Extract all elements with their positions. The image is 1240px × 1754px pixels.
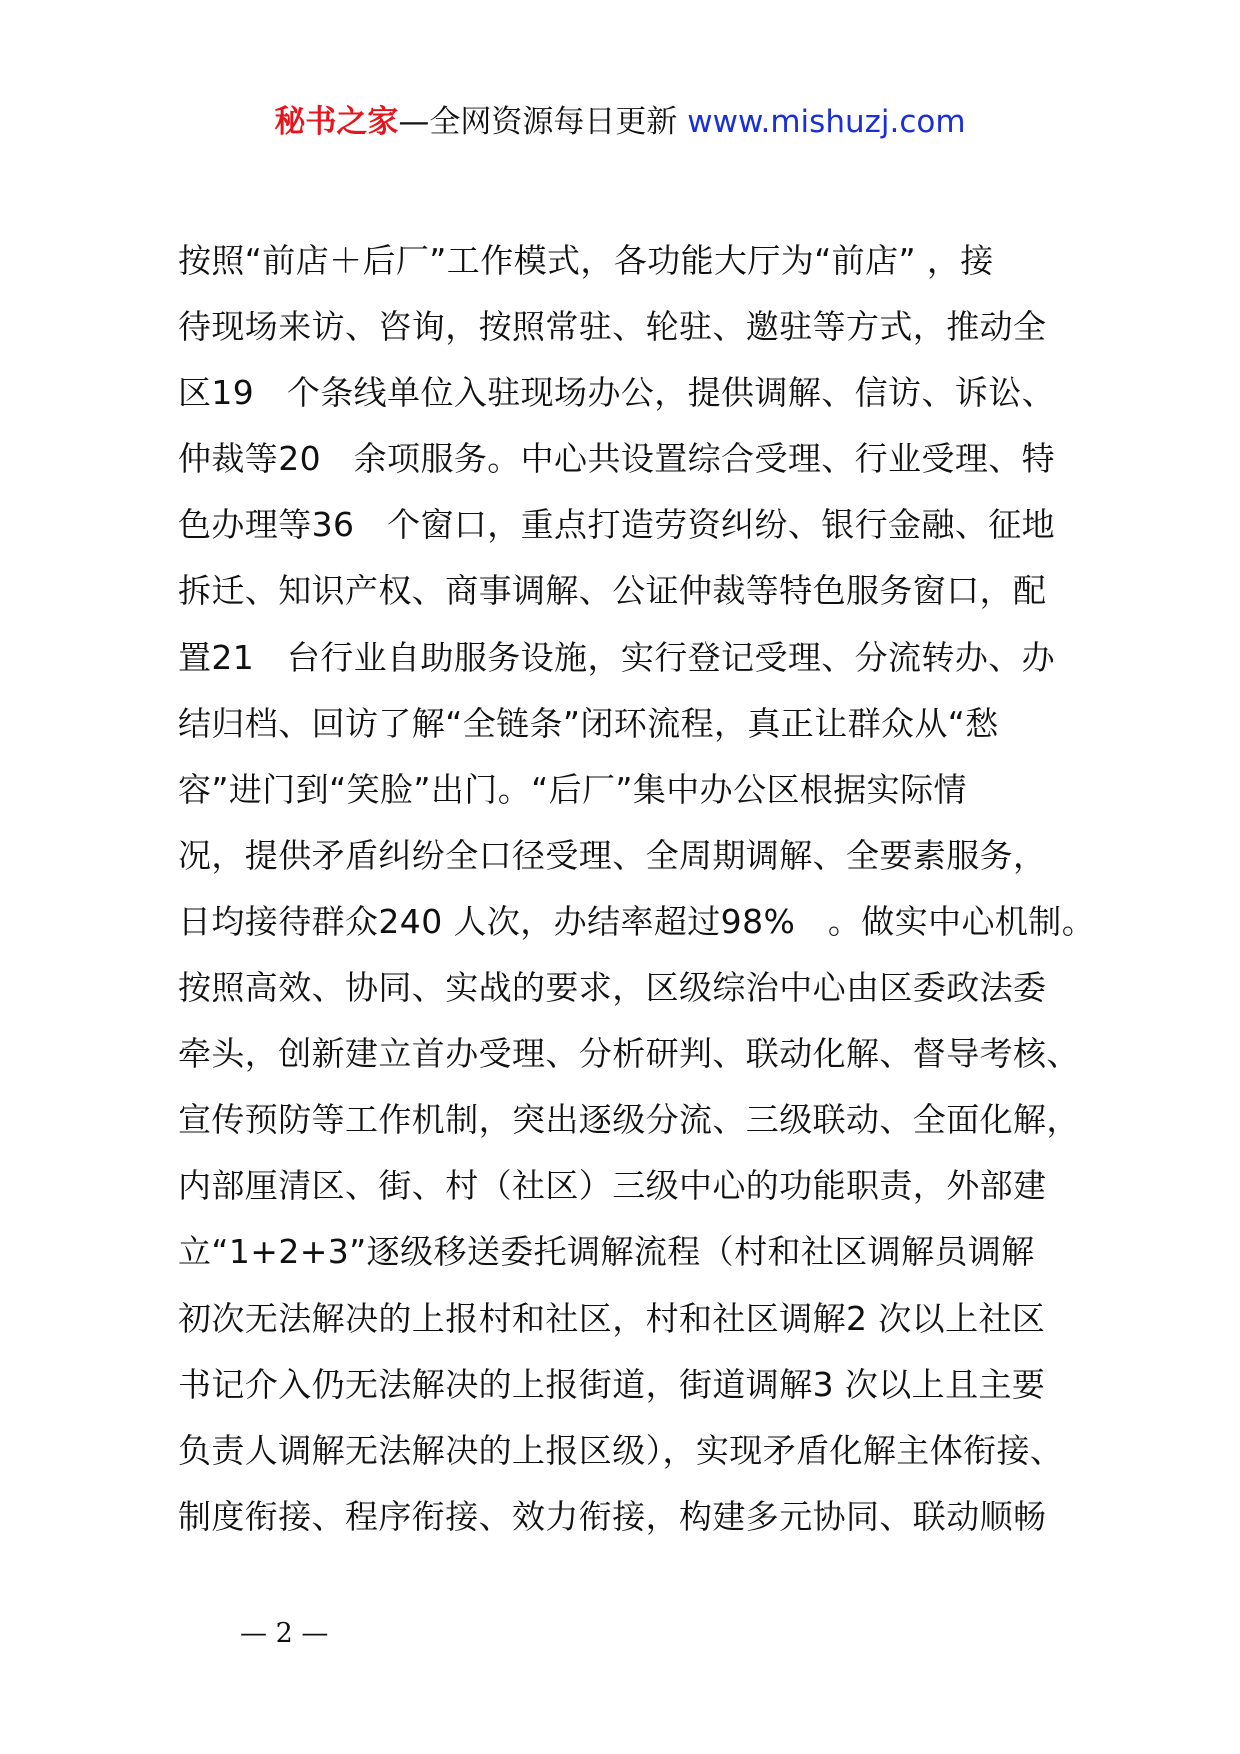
body-line: 色办理等36 个窗口，重点打造劳资纠纷、银行金融、征地 [178,505,1056,545]
body-line: 结归档、回访了解“全链条”闭环流程，真正让群众从“愁 [178,703,999,743]
body-line: 书记介入仍无法解决的上报街道，街道调解3 次以上且主要 [178,1364,1046,1404]
body-line: 按照高效、协同、实战的要求，区级综治中心由区委政法委 [178,968,1047,1008]
body-line: 立“1+2+3”逐级移送委托调解流程（村和社区调解员调解 [178,1232,1035,1272]
body-line: 仲裁等20 余项服务。中心共设置综合受理、行业受理、特 [178,439,1056,479]
site-brand: 秘书之家 [274,104,399,140]
body-line: 待现场来访、咨询，按照常驻、轮驻、邀驻等方式，推动全 [178,307,1047,347]
body-line: 置21 台行业自助服务设施，实行登记受理、分流转办、办 [178,637,1056,677]
body-line: 制度衔接、程序衔接、效力衔接，构建多元协同、联动顺畅 [178,1496,1047,1536]
body-line: 初次无法解决的上报村和社区，村和社区调解2 次以上社区 [178,1298,1046,1338]
body-line: 宣传预防等工作机制，突出逐级分流、三级联动、全面化解， [178,1100,1080,1140]
body-line: 容”进门到“笑脸”出门。“后厂”集中办公区根据实际情 [178,769,967,809]
site-tagline: —全网资源每日更新 [398,104,678,140]
body-line: 内部厘清区、街、村（社区）三级中心的功能职责，外部建 [178,1166,1047,1206]
site-header [0,98,1240,146]
body-line: 按照“前店＋后厂”工作模式，各功能大厅为“前店” ，接 [178,241,994,280]
body-line: 负责人调解无法解决的上报区级），实现矛盾化解主体衔接、 [178,1430,1064,1470]
body-line: 区19 个条线单位入驻现场办公，提供调解、信访、诉讼、 [178,373,1056,413]
body-line: 牵头，创新建立首办受理、分析研判、联动化解、督导考核、 [178,1034,1080,1074]
site-url-link[interactable]: www.mishuzj.com [687,104,966,140]
body-line: 况，提供矛盾纠纷全口径受理、全周期调解、全要素服务， [178,835,1047,875]
body-line: 日均接待群众240 人次，办结率超过98% 。做实中心机制。 [178,901,1096,941]
document-body [178,228,1118,1550]
page-number: — 2 — [240,1618,329,1649]
body-line: 拆迁、知识产权、商事调解、公证仲裁等特色服务窗口，配 [178,571,1047,611]
